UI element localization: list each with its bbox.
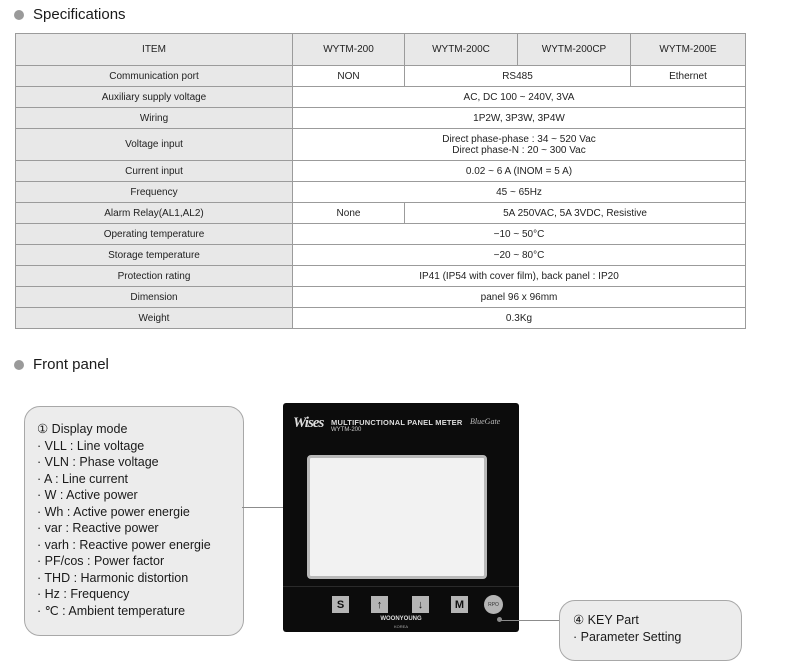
header-item: ITEM — [16, 34, 293, 66]
brand-logo: Wises — [293, 415, 324, 431]
rpo-key-button[interactable]: RPO — [484, 595, 503, 614]
table-row — [16, 129, 746, 161]
cell-value: panel 96 x 96mm — [293, 287, 746, 308]
row-label: Communication port — [16, 66, 293, 87]
list-item: · Hz : Frequency — [37, 587, 130, 601]
row-label: Protection rating — [16, 266, 293, 287]
cell-value: −10 ~ 50°C — [293, 224, 746, 245]
list-item: · THD : Harmonic distortion — [37, 570, 189, 585]
list-item: · VLL : Line voltage — [37, 438, 145, 453]
cell-value: Ethernet — [631, 66, 746, 87]
table-row — [16, 66, 746, 87]
row-label: Wiring — [16, 108, 293, 129]
list-item: · Parameter Setting — [573, 629, 682, 644]
row-label: Current input — [16, 161, 293, 182]
table-row — [16, 245, 746, 266]
front-panel-heading — [14, 356, 109, 373]
row-label: Alarm Relay(AL1,AL2) — [16, 203, 293, 224]
bullet-icon — [14, 10, 24, 20]
header-wytm-200c: WYTM-200C — [405, 34, 518, 66]
header-wytm-200e: WYTM-200E — [631, 34, 746, 66]
divider — [283, 586, 519, 587]
cell-value: NON — [293, 66, 405, 87]
device-front-panel — [283, 403, 519, 632]
bullet-icon — [14, 360, 24, 370]
table-row — [16, 266, 746, 287]
list-item: · A : Line current — [37, 471, 129, 486]
cell-value: 1P2W, 3P3W, 3P4W — [293, 108, 746, 129]
specifications-title: Specifications — [33, 6, 126, 23]
cell-value: 0.3Kg — [293, 308, 746, 329]
cell-value: 5A 250VAC, 5A 3VDC, Resistive — [405, 203, 746, 224]
mode-key-button[interactable]: M — [451, 596, 468, 613]
cell-value: RS485 — [405, 66, 631, 87]
maker-label: WOONYOUNG — [380, 616, 422, 622]
table-row — [16, 203, 746, 224]
display-mode-title: ① Display mode — [37, 422, 128, 436]
country-label: KOREA — [393, 624, 408, 629]
list-item: · PF/cos : Power factor — [37, 554, 165, 568]
cell-value: −20 ~ 80°C — [293, 245, 746, 266]
key-part-title: ④ KEY Part — [573, 613, 639, 627]
row-label: Dimension — [16, 287, 293, 308]
voltage-line-2: Direct phase-N : 20 ~ 300 Vac — [452, 144, 586, 156]
list-item: · VLN : Phase voltage — [37, 455, 159, 469]
cell-value: AC, DC 100 ~ 240V, 3VA — [293, 87, 746, 108]
row-label: Frequency — [16, 182, 293, 203]
device-heading: MULTIFUNCTIONAL PANEL METER — [331, 418, 463, 427]
specifications-table — [15, 33, 746, 329]
display-screen — [307, 455, 487, 579]
key-part-callout — [559, 600, 742, 661]
voltage-line-1: Direct phase-phase : 34 ~ 520 Vac — [442, 133, 596, 145]
front-panel-title: Front panel — [33, 356, 109, 373]
table-row — [16, 182, 746, 203]
table-row — [16, 87, 746, 108]
list-item: · Wh : Active power energie — [37, 504, 190, 519]
header-wytm-200: WYTM-200 — [293, 34, 405, 66]
cell-value — [293, 129, 746, 161]
display-mode-callout — [24, 406, 244, 636]
script-logo: BlueGate — [470, 417, 501, 426]
table-row — [16, 308, 746, 329]
list-item: · varh : Reactive power energie — [37, 537, 211, 552]
cell-value: 0.02 ~ 6 A (INOM = 5 A) — [293, 161, 746, 182]
table-row — [16, 224, 746, 245]
down-key-button[interactable]: ↓ — [412, 596, 429, 613]
table-row — [16, 108, 746, 129]
set-key-button[interactable]: S — [332, 596, 349, 613]
row-label: Voltage input — [16, 129, 293, 161]
key-connector-line — [500, 620, 560, 621]
list-item: · var : Reactive power — [37, 521, 159, 535]
list-item: · ℃ : Ambient temperature — [37, 603, 186, 618]
table-header-row — [16, 34, 746, 66]
row-label: Operating temperature — [16, 224, 293, 245]
up-key-button[interactable]: ↑ — [371, 596, 388, 613]
table-row — [16, 287, 746, 308]
cell-value: None — [293, 203, 405, 224]
cell-value: 45 ~ 65Hz — [293, 182, 746, 203]
specifications-heading — [14, 6, 126, 23]
row-label: Storage temperature — [16, 245, 293, 266]
row-label: Weight — [16, 308, 293, 329]
row-label: Auxiliary supply voltage — [16, 87, 293, 108]
cell-value: IP41 (IP54 with cover film), back panel : IP20 — [293, 266, 746, 287]
header-wytm-200cp: WYTM-200CP — [518, 34, 631, 66]
device-model: WYTM-200 — [331, 427, 362, 433]
list-item: · W : Active power — [37, 488, 138, 502]
table-row — [16, 161, 746, 182]
